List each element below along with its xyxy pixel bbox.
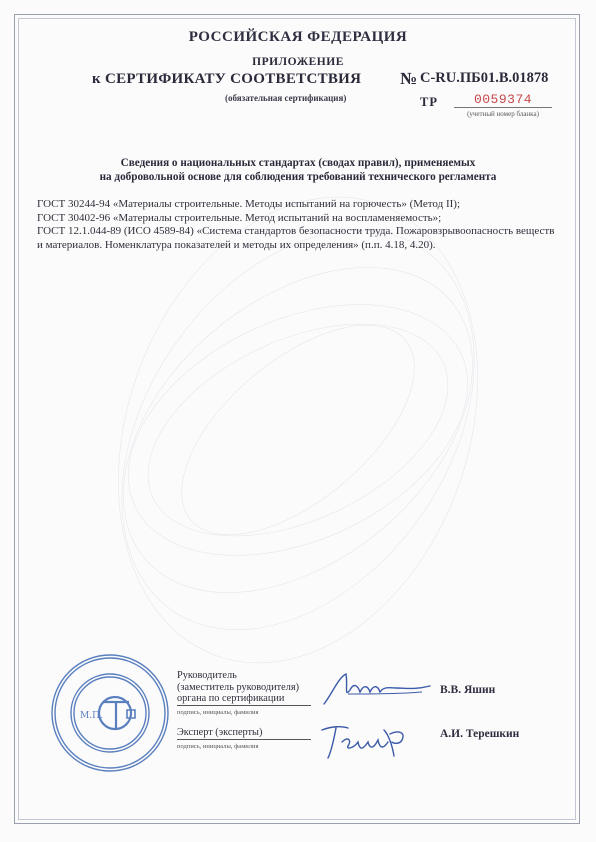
head-title-line1: Руководитель — [177, 670, 237, 681]
expert-signature-caption: подпись, инициалы, фамилия — [177, 742, 259, 750]
head-title-line3: органа по сертификации — [177, 693, 311, 706]
number-sign: № — [400, 69, 418, 88]
head-title-line2: (заместитель руководителя) — [177, 681, 300, 693]
head-signature-block — [177, 670, 311, 718]
blank-serial-number: 0059374 — [454, 92, 552, 108]
appendix-title: ПРИЛОЖЕНИЕ — [252, 56, 344, 68]
expert-handwritten-signature — [318, 716, 428, 766]
head-handwritten-signature — [318, 664, 438, 714]
certification-seal — [49, 652, 171, 774]
expert-signature-block — [177, 727, 311, 752]
country-title: РОССИЙСКАЯ ФЕДЕРАЦИЯ — [188, 29, 408, 45]
expert-name: А.И. Терешкин — [440, 728, 520, 740]
standard-item: ГОСТ 30244-94 «Материалы строительные. Методы испытаний на горючесть» (Метод II); — [37, 198, 461, 210]
standard-item: ГОСТ 12.1.044-89 (ИСО 4589-84) «Система стандартов безопасности труда. Пожаровзрывоопасность веществ и материалов. Номенклатура показателей и методы их определения» (п.п. 4.18, 4.20). — [37, 225, 555, 251]
seal-center-text: М.П. — [80, 711, 103, 721]
head-signature-caption: подпись, инициалы, фамилия — [177, 708, 259, 716]
head-name: В.В. Яшин — [440, 684, 496, 696]
certification-type: (обязательная сертификация) — [225, 93, 347, 103]
section-heading — [60, 156, 536, 184]
section-heading-line2: на добровольной основе для соблюдения требований технического регламента — [99, 171, 497, 183]
certificate-number: C-RU.ПБ01.B.01878 — [420, 70, 549, 86]
blank-serial-caption: (учетный номер бланка) — [467, 110, 539, 118]
tp-label: ТР — [420, 95, 438, 109]
expert-title: Эксперт (эксперты) — [177, 727, 311, 740]
standard-item: ГОСТ 30402-96 «Материалы строительные. Метод испытаний на воспламеняемость»; — [37, 211, 442, 224]
standards-list — [37, 198, 561, 252]
section-heading-line1: Сведения о национальных стандартах (сводах правил), применяемых — [120, 157, 476, 169]
certificate-title: к СЕРТИФИКАТУ СООТВЕТСТВИЯ — [92, 71, 362, 87]
